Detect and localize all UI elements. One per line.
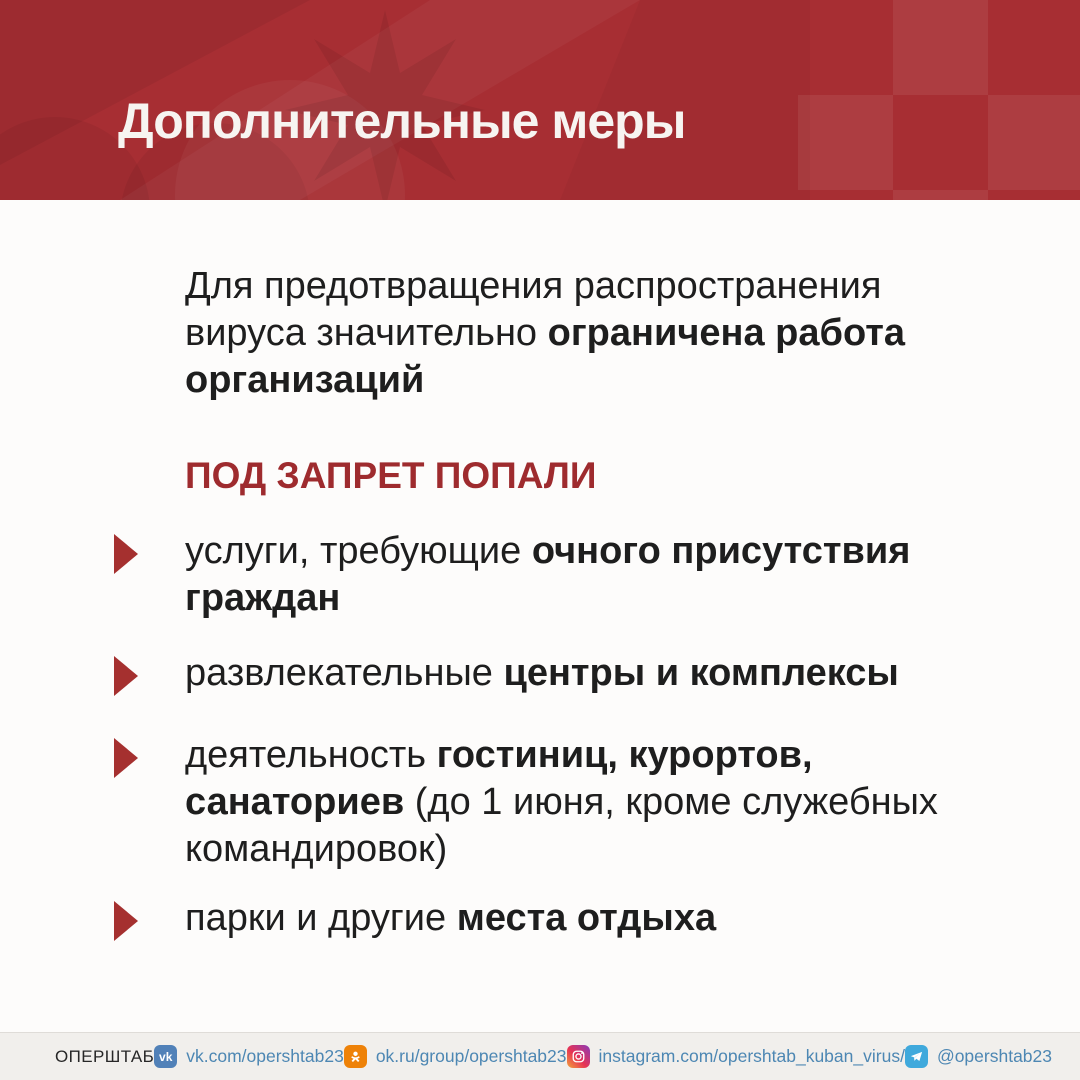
ok-url: ok.ru/group/opershtab23 [375,1046,567,1066]
vk-url: vk.com/opershtab23 [186,1046,344,1066]
ok-link[interactable] [344,1045,567,1068]
text-segment: граждан [185,577,341,619]
instagram-url: instagram.com/opershtab_kuban_virus/ [598,1046,905,1066]
text-segment: парки и другие [185,897,457,939]
telegram-link[interactable] [905,1045,1052,1068]
footer-bar [0,1032,1080,1080]
text-segment: командировок) [185,828,448,870]
list-item [185,895,1025,942]
text-segment: места отдыха [456,897,717,939]
instagram-link[interactable] [567,1045,905,1068]
text-segment: гостиниц, курортов, [436,734,813,776]
poster-title: Дополнительные меры [118,93,686,149]
list-item [185,650,1025,697]
instagram-icon [567,1045,590,1068]
odnoklassniki-icon [344,1045,367,1068]
list-item [185,528,1025,622]
bullet-arrow-icon [114,738,138,778]
brand-label: ОПЕРШТАБ [55,1046,155,1066]
telegram-url: @opershtab23 [936,1046,1053,1066]
ban-list [0,200,1080,1032]
text-segment: организаций [185,359,425,401]
text-segment: ограничена работа [547,312,905,354]
text-segment: деятельность [185,734,437,776]
vk-icon: vk [154,1045,177,1068]
text-segment: (до 1 июня, кроме служебных [414,781,938,823]
vk-link[interactable] [154,1045,344,1068]
bullet-arrow-icon [114,656,138,696]
list-item [185,732,1025,873]
text-segment: центры и комплексы [503,652,899,694]
text-segment: развлекательные [185,652,504,694]
bullet-arrow-icon [114,901,138,941]
text-segment: вируса значительно [185,312,548,354]
header-banner [0,0,1080,200]
text-segment: санаториев [185,781,415,823]
text-segment: Для предотвращения распространения [185,265,882,307]
text-segment: очного присутствия [531,530,911,572]
poster-body [0,200,1080,1032]
section-heading: ПОД ЗАПРЕТ ПОПАЛИ [185,455,597,496]
bullet-arrow-icon [114,534,138,574]
text-segment: услуги, требующие [185,530,532,572]
telegram-icon [905,1045,928,1068]
